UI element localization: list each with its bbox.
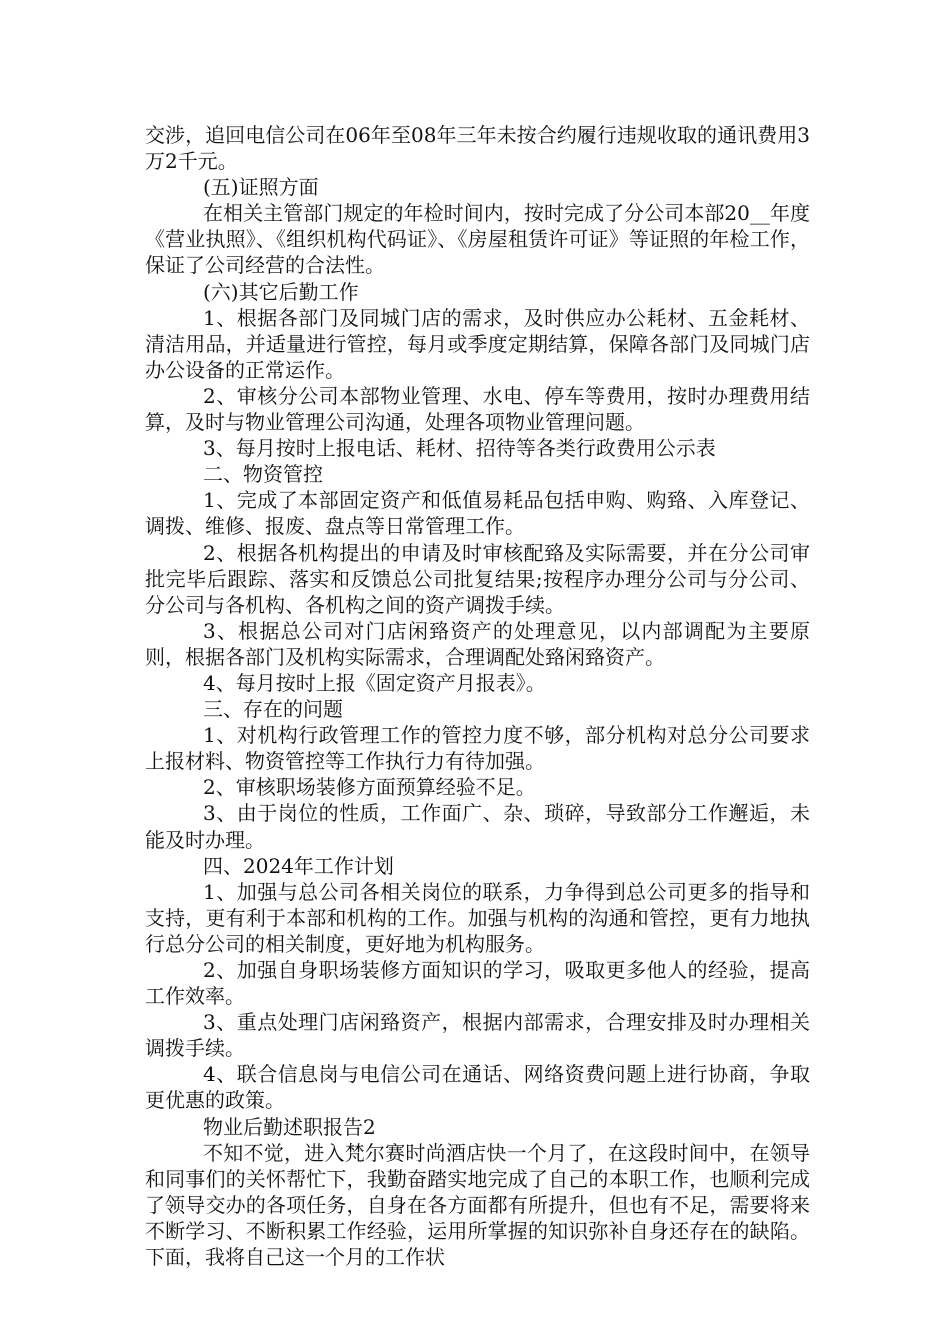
paragraph-problems-item-2: 2、审核职场装修方面预算经验不足。 bbox=[203, 775, 536, 800]
document-body bbox=[145, 122, 810, 1270]
paragraph-materials-item-3: 3、根据总公司对门店闲臵资产的处理意见，以内部调配为主要原则，根据各部门及机构实际需求，合理调配处臵闲臵资产。 bbox=[145, 618, 810, 669]
section-heading-materials: 二、物资管控 bbox=[203, 462, 323, 487]
paragraph-report-2-intro: 不知不觉，进入梵尔赛时尚酒店快一个月了，在这段时间中，在领导和同事们的关怀帮忙下，我勤奋踏实地完成了自己的本职工作，也顺利完成了领导交办的各项任务，自身在各方面都有所提升，但也有不足，需要将来不断学习、不断积累工作经验，运用所掌握的知识弥补自身还存在的缺陷。下面，我将自己这一个月的工作状 bbox=[145, 1140, 810, 1270]
section-heading-licenses: (五)证照方面 bbox=[203, 175, 319, 200]
paragraph-plan-item-2: 2、加强自身职场装修方面知识的学习，吸取更多他人的经验，提高工作效率。 bbox=[145, 958, 810, 1009]
paragraph-materials-item-2: 2、根据各机构提出的申请及时审核配臵及实际需要，并在分公司审批完毕后跟踪、落实和反馈总公司批复结果;按程序办理分公司与分公司、分公司与各机构、各机构之间的资产调拨手续。 bbox=[145, 540, 810, 617]
report-title-2: 物业后勤述职报告2 bbox=[203, 1114, 376, 1139]
paragraph-plan-item-4: 4、联合信息岗与电信公司在通话、网络资费问题上进行协商，争取更优惠的政策。 bbox=[145, 1062, 810, 1113]
paragraph-logistics-item-1: 1、根据各部门及同城门店的需求，及时供应办公耗材、五金耗材、清洁用品，并适量进行管控，每月或季度定期结算，保障各部门及同城门店办公设备的正常运作。 bbox=[145, 305, 810, 382]
paragraph-materials-item-1: 1、完成了本部固定资产和低值易耗品包括申购、购臵、入库登记、调拨、维修、报废、盘点等日常管理工作。 bbox=[145, 488, 810, 539]
paragraph-plan-item-3: 3、重点处理门店闲臵资产，根据内部需求，合理安排及时办理相关调拨手续。 bbox=[145, 1010, 810, 1061]
paragraph-problems-item-3: 3、由于岗位的性质，工作面广、杂、琐碎，导致部分工作邂逅，未能及时办理。 bbox=[145, 801, 810, 852]
paragraph-licenses: 在相关主管部门规定的年检时间内，按时完成了分公司本部20__年度《营业执照》、《组织机构代码证》、《房屋租赁许可证》等证照的年检工作，保证了公司经营的合法性。 bbox=[145, 201, 810, 278]
section-heading-work-plan: 四、2024年工作计划 bbox=[203, 853, 394, 878]
paragraph-telecom-refund: 交涉，追回电信公司在06年至08年三年未按合约履行违规收取的通讯费用3万2千元。 bbox=[145, 123, 810, 174]
paragraph-plan-item-1: 1、加强与总公司各相关岗位的联系，力争得到总公司更多的指导和支持，更有利于本部和机构的工作。加强与机构的沟通和管控，更有力地执行总分公司的相关制度，更好地为机构服务。 bbox=[145, 879, 810, 956]
paragraph-materials-item-4: 4、每月按时上报《固定资产月报表》。 bbox=[203, 670, 546, 695]
section-heading-problems: 三、存在的问题 bbox=[203, 697, 343, 722]
paragraph-logistics-item-3: 3、每月按时上报电话、耗材、招待等各类行政费用公示表 bbox=[203, 436, 716, 461]
section-heading-other-logistics: (六)其它后勤工作 bbox=[203, 279, 359, 304]
paragraph-problems-item-1: 1、对机构行政管理工作的管控力度不够，部分机构对总分公司要求上报材料、物资管控等工作执行力有待加强。 bbox=[145, 723, 810, 774]
paragraph-logistics-item-2: 2、审核分公司本部物业管理、水电、停车等费用，按时办理费用结算，及时与物业管理公司沟通，处理各项物业管理问题。 bbox=[145, 383, 810, 435]
